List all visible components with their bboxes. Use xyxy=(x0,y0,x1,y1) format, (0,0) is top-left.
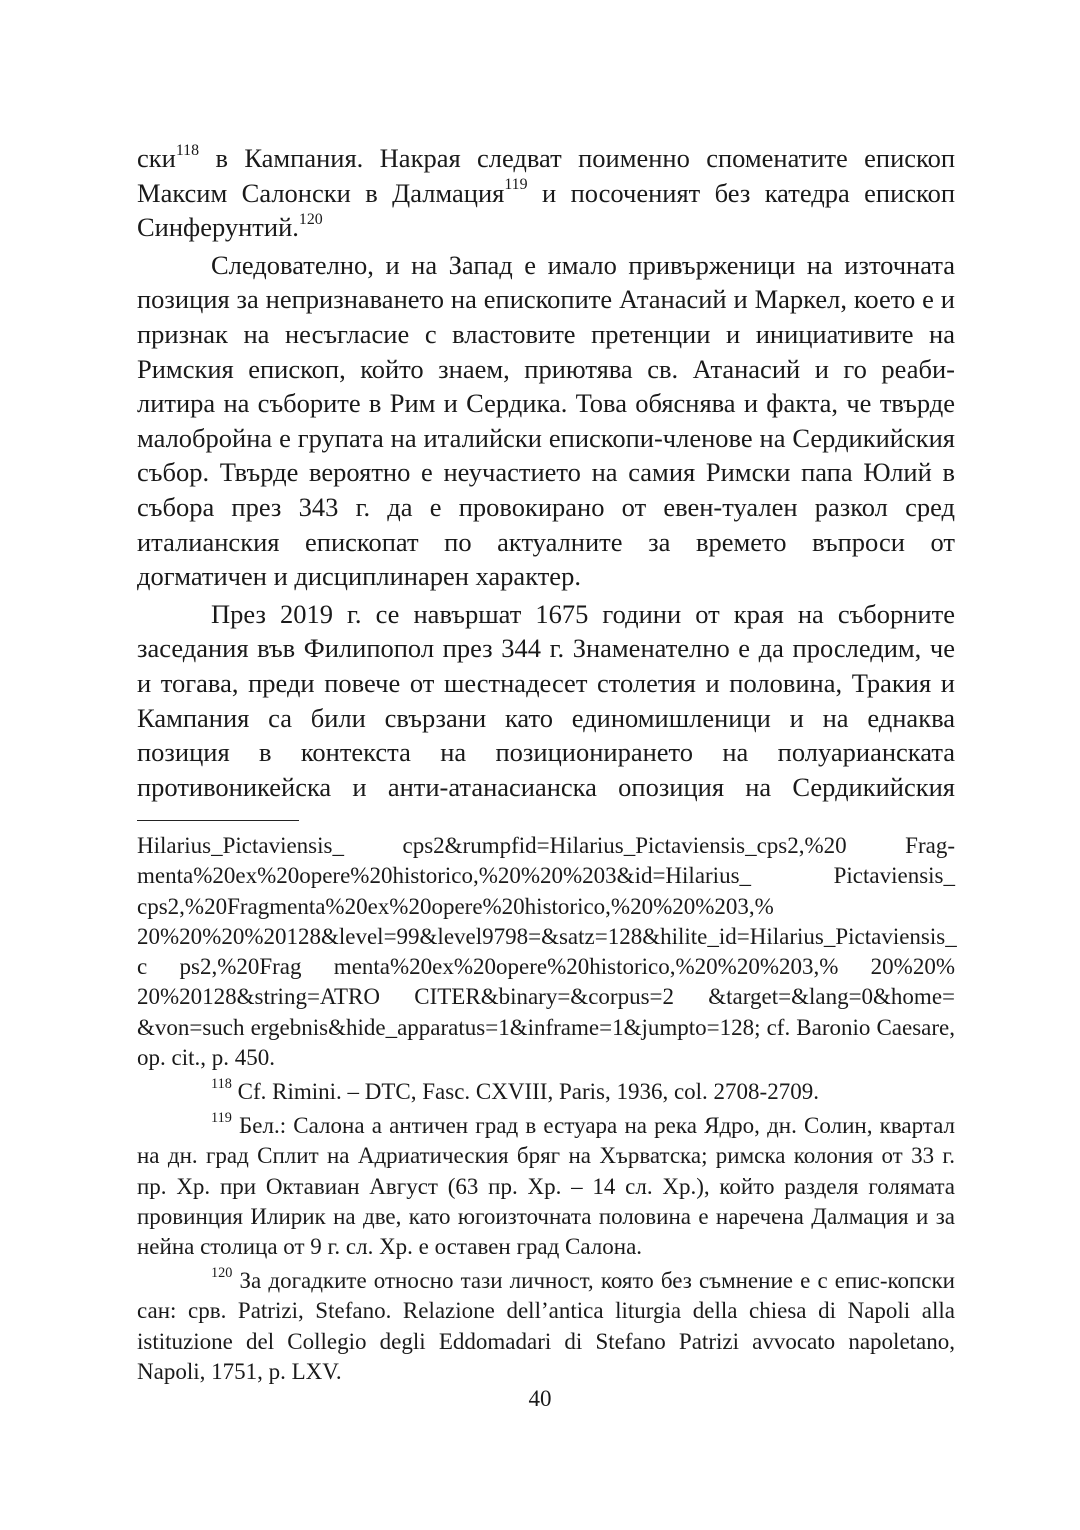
footnote-text: За догадките относно тази личност, която без съмнение е с епис-копски сан: срв. Patrizi, Stefano. Relazione dell’antica liturgia della chiesa di Napoli alla istituzione del Collegio degli Eddomadari di Stefano Patrizi avvocato napoletano, Napoli, 1751, p. LXV. xyxy=(137,1268,955,1384)
footnote-ref-120[interactable]: 120 xyxy=(298,210,323,228)
footnote-number-120: 120 xyxy=(211,1265,233,1282)
footnote-120 xyxy=(137,1266,955,1387)
page-content xyxy=(137,141,955,1387)
footnote-119 xyxy=(137,1111,955,1262)
footnote-text: Cf. Rimini. – DTC, Fasc. CXVIII, Paris, 1936, col. 2708-2709. xyxy=(231,1078,819,1104)
footnote-118 xyxy=(137,1077,955,1107)
body-text: в Кампания. Накрая следват поименно споменатите епископ Максим Салонски в Далмация xyxy=(137,143,955,208)
body-paragraph-2: Следователно, и на Запад е имало привърженици на източната позиция за непризнаването на епископите Атанасий и Маркел, което е и признак на несъгласие с властовите претенции и инициативите на Римския епископ, който знаем, приютява св. Атанасий и го реаби-литира на съборите в Рим и Сердика. Това обяснява и факта, че твърде малобройна е групата на италийски епископи-членове на Сердикийския събор. Твърде вероятно е неучастието на самия Римски папа Юлий в събора през 343 г. да е провокирано от евен-туален разкол сред италианския епископат по актуалните за времето въпроси от догматичен и дисциплинарен характер. xyxy=(137,249,955,592)
page-number: 40 xyxy=(528,1386,552,1411)
footnote-ref-118[interactable]: 118 xyxy=(175,141,200,159)
body-text: ски xyxy=(137,143,176,173)
footnote-number-119: 119 xyxy=(211,1110,232,1127)
body-paragraph-3: През 2019 г. се навършат 1675 години от края на съборните заседания във Филипопол през 344 г. Знаменателно е да проследим, че и тогава, преди повече от шестнадесет столетия и половина, Тракия и Кампания са били свързани като единомишленици и на еднаква позиция в контекста на позиционирането на полуарианската противоникейска и анти-атанасианска опозиция на Сердикийския xyxy=(137,598,955,802)
footnote-text: Бел.: Салона а античен град в естуара на река Ядро, дн. Солин, квартал на дн. град Сплит на Адриатическия бряг на Хърватска; римска колония от 33 г. пр. Хр. при Октавиан Август (63 пр. Хр. – 14 сл. Хр.), който разделя голямата провинция Илирик на две, като югоизточната половина е наречена Далмация и за нейна столица от 9 г. сл. Хр. е оставен град Салона. xyxy=(137,1113,955,1259)
footnote-number-118: 118 xyxy=(211,1076,232,1093)
body-text: и посоченият без катедра епископ Синферунтий. xyxy=(137,177,955,243)
body-paragraph-1 xyxy=(137,141,955,245)
footnote-continuation: Hilarius_Pictaviensis_ cps2&rumpfid=Hilarius_Pictaviensis_cps2,%20 Frag-menta%20ex%20opere%20historico,%20%20%203&id=Hilarius_ Pictaviensis_ cps2,%20Fragmenta%20ex%20opere%20historico,%20%20%203,% 20%20%20%20128&level=99&level9798=&satz=128&hilite_id=Hilarius_Pictaviensis_ c ps2,%20Frag menta%20ex%20opere%20historico,%20%20%203,% 20%20% 20%20128&string=ATRO CITER&binary=&corpus=2 &target=&lang=0&home= &von=such ergebnis&hide_apparatus=1&inframe=1&jumpto=128; cf. Baronio Caesare, op. cit., p. 450. xyxy=(137,833,957,1070)
footnote-separator xyxy=(137,820,299,821)
footnote-ref-119[interactable]: 119 xyxy=(504,176,528,194)
